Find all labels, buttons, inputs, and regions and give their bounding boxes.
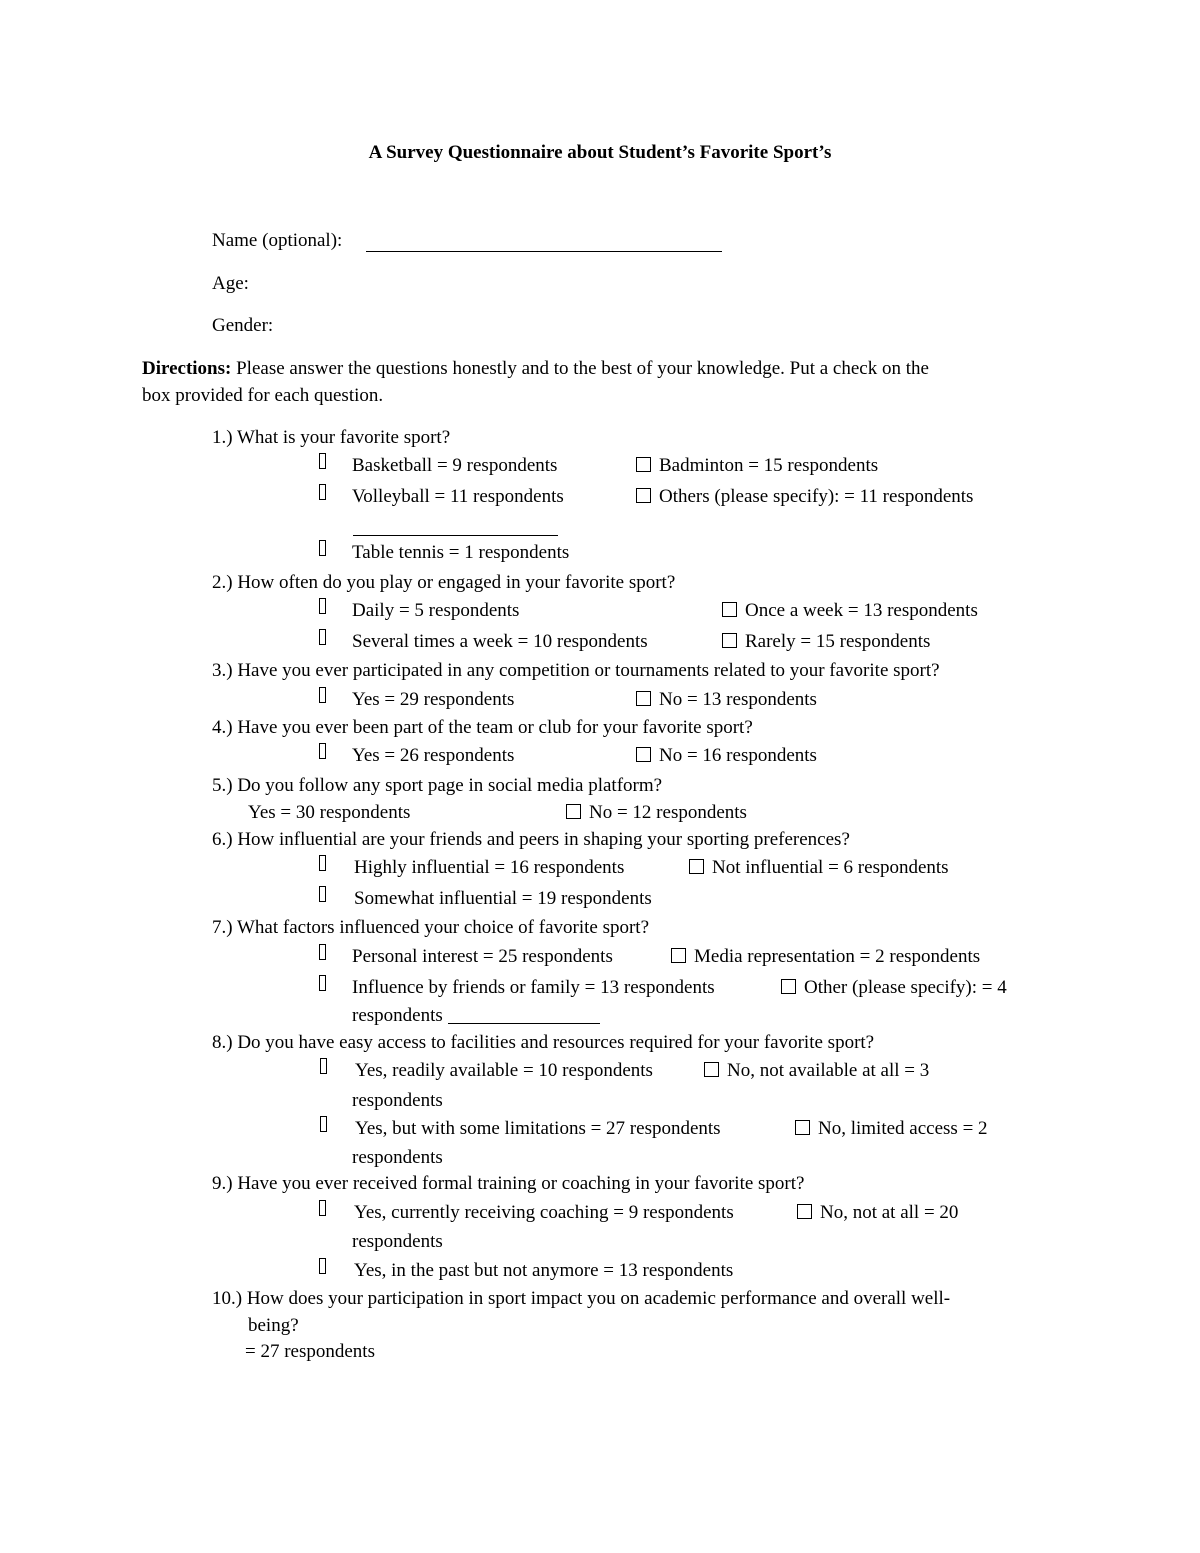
q8-option-d-continued: respondents (352, 1147, 443, 1168)
question-2: 2.) How often do you play or engaged in your favorite sport? (212, 572, 676, 593)
question-5: 5.) Do you follow any sport page in social media platform? (212, 775, 663, 796)
q5-option-yes: Yes = 30 respondents (248, 802, 411, 823)
q1-specify-line[interactable] (353, 535, 558, 536)
checkbox-icon[interactable] (689, 859, 704, 874)
question-9: 9.) Have you ever received formal training or coaching in your favorite sport? (212, 1173, 805, 1194)
checkbox-icon[interactable] (671, 948, 686, 963)
name-field-label: Name (optional): (212, 230, 343, 251)
document-title: A Survey Questionnaire about Student’s Favorite Sport’s (368, 142, 832, 163)
option-label: Others (please specify): = 11 respondents (659, 486, 974, 507)
q7-option-personal-interest: Personal interest = 25 respondents (352, 946, 613, 967)
checkbox-glyph-icon[interactable] (319, 1258, 326, 1274)
checkbox-glyph-icon[interactable] (319, 855, 326, 871)
checkbox-icon[interactable] (636, 747, 651, 762)
q2-option-once-a-week[interactable] (722, 599, 978, 623)
question-10-line-2: being? (248, 1315, 299, 1336)
q2-option-several-times: Several times a week = 10 respondents (352, 631, 648, 652)
q1-option-basketball: Basketball = 9 respondents (352, 455, 558, 476)
q10-answer: = 27 respondents (245, 1341, 375, 1362)
checkbox-icon[interactable] (704, 1062, 719, 1077)
option-label: Other (please specify): = 4 (804, 977, 1007, 998)
gender-field-label: Gender: (212, 315, 274, 336)
q8-option-not-available[interactable] (704, 1059, 929, 1083)
q6-option-highly: Highly influential = 16 respondents (354, 857, 625, 878)
option-label: No, limited access = 2 (818, 1118, 988, 1139)
checkbox-glyph-icon[interactable] (319, 484, 326, 500)
checkbox-glyph-icon[interactable] (319, 540, 326, 556)
option-label: No = 16 respondents (659, 745, 817, 766)
option-label: Not influential = 6 respondents (712, 857, 949, 878)
question-10-line-1: 10.) How does your participation in sport impact you on academic performance and overall well- (212, 1288, 951, 1309)
q9-option-past: Yes, in the past but not anymore = 13 respondents (354, 1260, 734, 1281)
option-label: Media representation = 2 respondents (694, 946, 981, 967)
option-label: No = 13 respondents (659, 689, 817, 710)
option-label: No = 12 respondents (589, 802, 747, 823)
checkbox-icon[interactable] (636, 691, 651, 706)
q9-option-not-at-all[interactable] (797, 1201, 958, 1225)
checkbox-icon[interactable] (722, 633, 737, 648)
q7-option-other-continued (352, 1004, 600, 1028)
q6-option-not-influential[interactable] (689, 856, 949, 880)
checkbox-glyph-icon[interactable] (319, 743, 326, 759)
directions-label: Directions: (142, 358, 232, 379)
checkbox-glyph-icon[interactable] (319, 975, 326, 991)
q7-option-other[interactable] (781, 976, 1007, 1000)
directions-line-2: box provided for each question. (142, 385, 384, 406)
q7-option-friends-family: Influence by friends or family = 13 respondents (352, 977, 715, 998)
option-label: Badminton = 15 respondents (659, 455, 879, 476)
option-label: Rarely = 15 respondents (745, 631, 931, 652)
q4-option-yes: Yes = 26 respondents (352, 745, 515, 766)
question-8: 8.) Do you have easy access to facilities and resources required for your favorite sport? (212, 1032, 875, 1053)
name-field-line[interactable] (366, 251, 722, 252)
q2-option-daily: Daily = 5 respondents (352, 600, 520, 621)
question-3: 3.) Have you ever participated in any competition or tournaments related to your favorite sport? (212, 660, 940, 681)
age-field-label: Age: (212, 273, 249, 294)
q4-option-no[interactable] (636, 744, 817, 768)
checkbox-icon[interactable] (781, 979, 796, 994)
checkbox-icon[interactable] (797, 1204, 812, 1219)
checkbox-glyph-icon[interactable] (320, 1116, 327, 1132)
checkbox-icon[interactable] (566, 804, 581, 819)
directions-line-1 (142, 357, 929, 381)
checkbox-glyph-icon[interactable] (319, 598, 326, 614)
checkbox-glyph-icon[interactable] (319, 944, 326, 960)
q7-specify-line[interactable] (448, 1007, 600, 1024)
checkbox-icon[interactable] (722, 602, 737, 617)
option-label: No, not at all = 20 (820, 1202, 959, 1223)
q5-option-no[interactable] (566, 801, 747, 825)
q2-option-rarely[interactable] (722, 630, 930, 654)
q3-option-yes: Yes = 29 respondents (352, 689, 515, 710)
option-label: Once a week = 13 respondents (745, 600, 978, 621)
checkbox-glyph-icon[interactable] (320, 1058, 327, 1074)
option-label-continued: respondents (352, 1005, 443, 1026)
directions-text-1: Please answer the questions honestly and to the best of your knowledge. Put a check on the (236, 358, 929, 379)
q6-option-somewhat: Somewhat influential = 19 respondents (354, 888, 652, 909)
checkbox-glyph-icon[interactable] (319, 629, 326, 645)
q8-option-limited-access[interactable] (795, 1117, 988, 1141)
question-6: 6.) How influential are your friends and peers in shaping your sporting preferences? (212, 829, 850, 850)
q9-option-b-continued: respondents (352, 1231, 443, 1252)
checkbox-glyph-icon[interactable] (319, 687, 326, 703)
q1-option-others[interactable] (636, 485, 973, 509)
q1-option-table-tennis: Table tennis = 1 respondents (352, 542, 570, 563)
question-7: 7.) What factors influenced your choice of favorite sport? (212, 917, 649, 938)
q8-option-b-continued: respondents (352, 1090, 443, 1111)
question-4: 4.) Have you ever been part of the team or club for your favorite sport? (212, 717, 753, 738)
checkbox-glyph-icon[interactable] (319, 886, 326, 902)
q3-option-no[interactable] (636, 688, 817, 712)
q1-option-volleyball: Volleyball = 11 respondents (352, 486, 564, 507)
q7-option-media[interactable] (671, 945, 980, 969)
checkbox-icon[interactable] (795, 1120, 810, 1135)
checkbox-glyph-icon[interactable] (319, 1200, 326, 1216)
q8-option-readily: Yes, readily available = 10 respondents (355, 1060, 653, 1081)
checkbox-glyph-icon[interactable] (319, 453, 326, 469)
q9-option-currently: Yes, currently receiving coaching = 9 respondents (354, 1202, 734, 1223)
checkbox-icon[interactable] (636, 488, 651, 503)
q1-option-badminton[interactable] (636, 454, 878, 478)
question-1: 1.) What is your favorite sport? (212, 427, 451, 448)
checkbox-icon[interactable] (636, 457, 651, 472)
option-label: No, not available at all = 3 (727, 1060, 930, 1081)
q8-option-limitations: Yes, but with some limitations = 27 respondents (355, 1118, 721, 1139)
